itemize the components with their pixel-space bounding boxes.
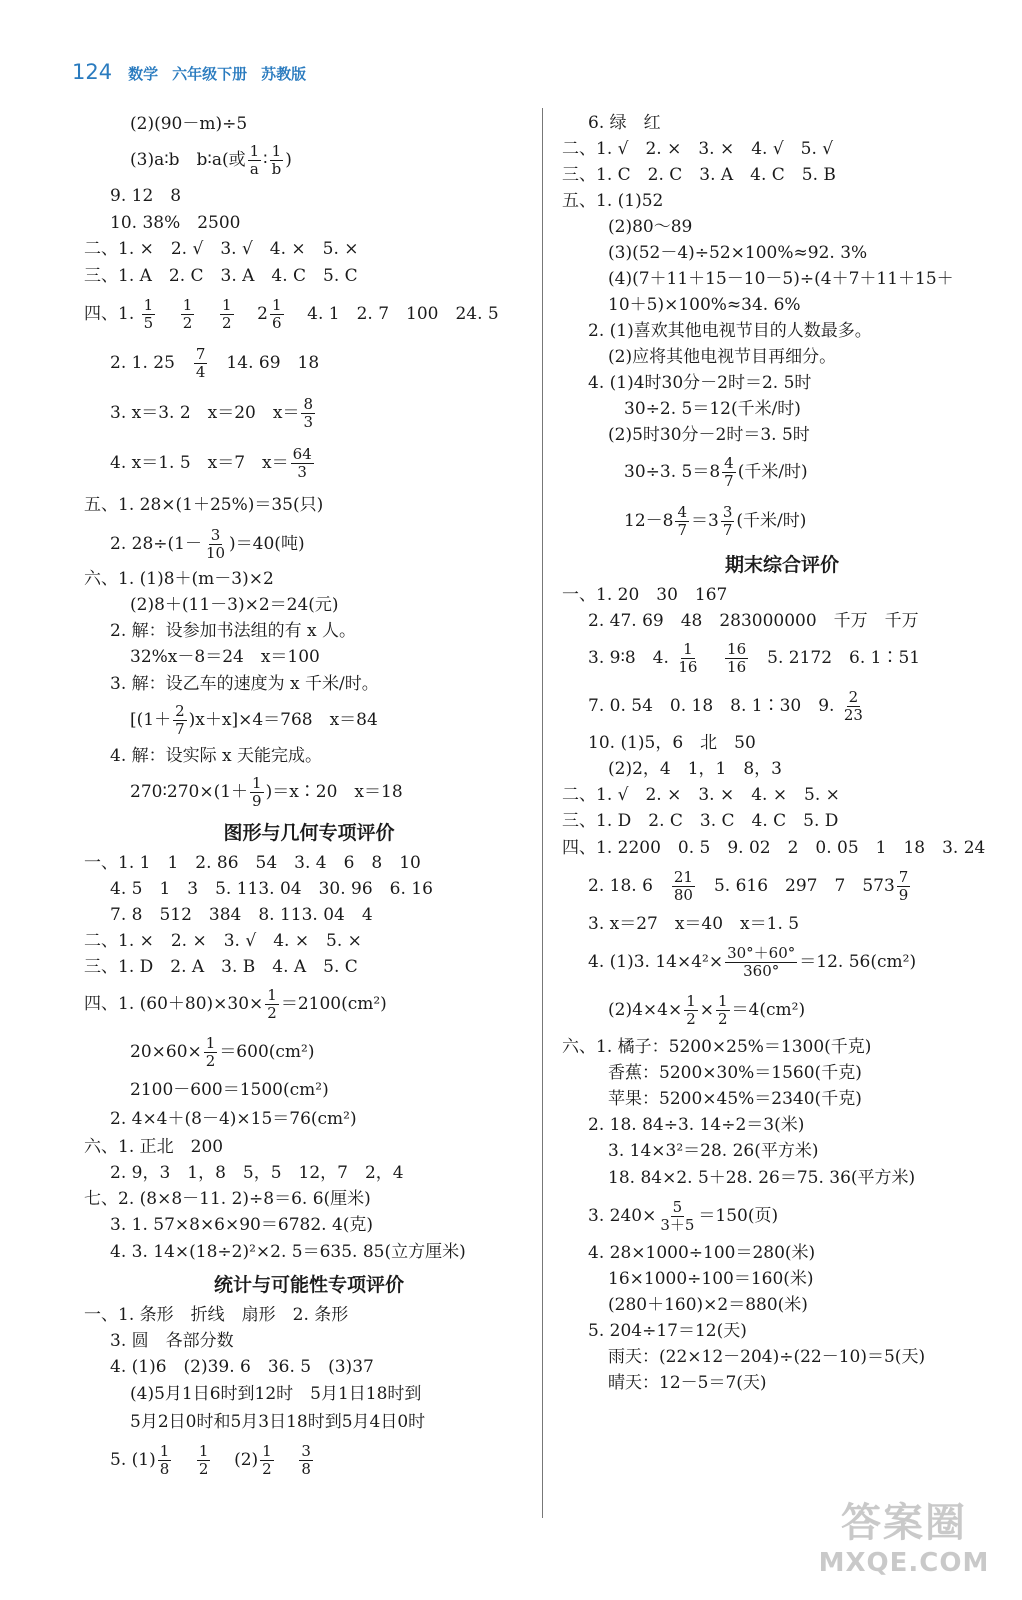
fraction: $\frac{1}{6}$: [271, 295, 282, 332]
section-title: 统计与可能性专项评价: [213, 1274, 404, 1296]
watermark-domain: MXQE.COM: [818, 1548, 990, 1578]
fraction: $\frac{1}{2}$: [205, 1033, 216, 1070]
answer-line: 3. 14×3²＝28. 26(平方米): [608, 1141, 819, 1161]
watermark-logo: [804, 1491, 1004, 1578]
fraction: $\frac{16}{16}$: [727, 639, 747, 676]
answer-line: (280＋160)×2＝880(米): [608, 1295, 808, 1315]
answer-line: 2. 47. 69 48 283000000 千万 千万: [588, 611, 919, 631]
fraction: $\frac{5}{3+5}$: [660, 1197, 695, 1234]
answer-line: 9. 12 8: [110, 186, 182, 206]
fraction: $\frac{4}{7}$: [677, 502, 687, 539]
fraction: $\frac{2}{7}$: [175, 701, 185, 738]
answer-line: 2. 4×4＋(8－4)×15＝76(cm²): [110, 1109, 357, 1129]
answer-line: 二、1. √ 2. × 3. × 4. √ 5. √: [562, 139, 834, 159]
answer-line: 3. 1. 57×8×6×90＝6782. 4(克): [110, 1215, 374, 1235]
answer-line: (2)8＋(11－3)×2＝24(元): [130, 595, 339, 615]
answer-line: 二、1. √ 2. × 3. × 4. × 5. ×: [562, 785, 840, 805]
answer-line: 7. 0. 54 0. 18 8. 1∶30 9. $\frac{2}{23}$: [588, 687, 863, 724]
fraction: $\frac{1}{2}$: [221, 295, 232, 332]
section-title: 期末综合评价: [724, 554, 839, 576]
answer-line: 4. 解：设实际 x 天能完成。: [110, 746, 323, 766]
answer-line: 一、1. 条形 折线 扇形 2. 条形: [84, 1305, 349, 1325]
fraction: $\frac{1}{16}$: [678, 639, 698, 676]
answer-line: 18. 84×2. 5＋28. 26＝75. 36(平方米): [608, 1168, 916, 1188]
answer-line: 4. 5 1 3 5. 113. 04 30. 96 6. 16: [110, 879, 433, 899]
answer-line: 5月2日0时和5月3日18时到5月4日0时: [130, 1412, 426, 1432]
answer-line: 四、1. 2200 0. 5 9. 02 2 0. 05 1 18 3. 24: [562, 838, 986, 858]
watermark-mark: 答案圈: [841, 1500, 967, 1546]
edition-label: 苏教版: [261, 65, 307, 83]
fraction: $\frac{64}{3}$: [292, 444, 312, 481]
fraction: $\frac{7}{9}$: [898, 867, 909, 904]
answer-line: (3)a∶b b∶a(或 $\frac{1}{a}$ ∶ $\frac{1}{b}$ ): [130, 141, 292, 178]
answer-line: (2)应将其他电视节目再细分。: [608, 347, 837, 367]
right-column: [562, 110, 1002, 1396]
answer-line: (2)(90－m)÷5: [130, 114, 248, 134]
section-title: 图形与几何专项评价: [223, 822, 395, 844]
fraction: $\frac{1}{2}$: [182, 295, 193, 332]
answer-line: 30÷2. 5＝12(千米/时): [624, 399, 801, 419]
fraction: $\frac{1}{2}$: [267, 985, 277, 1022]
answer-line: 2. 1. 25 $\frac{7}{4}$ 14. 69 18: [110, 344, 320, 381]
answer-line: 4. (1)3. 14×4²× $\frac{30^\circ+60^\circ}{360^\circ}$ ＝12. 56(cm²): [588, 943, 917, 980]
answer-line: 苹果：5200×45%＝2340(千克): [608, 1089, 862, 1109]
answer-line: 3. 240× $\frac{5}{3+5}$ ＝150(页): [588, 1197, 779, 1234]
answer-line: 4. 3. 14×(18÷2)²×2. 5＝635. 85(立方厘米): [110, 1242, 466, 1262]
fraction: $\frac{8}{3}$: [303, 394, 314, 431]
answer-line: 三、1. D 2. C 3. C 4. C 5. D: [562, 811, 839, 831]
answer-line: 六、1. (1)8＋(m－3)×2: [84, 569, 274, 589]
answer-line: 四、1. $\frac{1}{5}$ $\frac{1}{2}$ $\frac{1}{2}$ 2 $\frac{1}{6}$ 4. 1 2. 7 100 24. 5: [84, 295, 499, 332]
answer-line: 12－8 $\frac{4}{7}$ ＝3 $\frac{3}{7}$ (千米/时): [624, 502, 807, 539]
answer-line: 一、1. 1 1 2. 86 54 3. 4 6 8 10: [84, 853, 421, 873]
fraction: $\frac{3}{10}$: [205, 525, 226, 562]
answer-line: 3. 9∶8 4. $\frac{1}{16}$ $\frac{16}{16}$ 5. 2172 6. 1∶51: [588, 639, 921, 676]
answer-line: 雨天：(22×12－204)÷(22－10)＝5(天): [608, 1347, 926, 1367]
fraction: $\frac{1}{2}$: [686, 991, 696, 1028]
answer-line: 20×60× $\frac{1}{2}$ ＝600(cm²): [130, 1033, 315, 1070]
answer-line: (4)5月1日6时到12时 5月1日18时到: [130, 1384, 422, 1404]
answer-line: 3. 圆 各部分数: [110, 1331, 234, 1351]
grade-label: 六年级下册: [172, 65, 248, 83]
answer-line: (2)80～89: [608, 217, 693, 237]
answer-line: (3)(52－4)÷52×100%≈92. 3%: [608, 243, 868, 263]
answer-line: 二、1. × 2. √ 3. √ 4. × 5. ×: [84, 239, 359, 259]
answer-line: 三、1. C 2. C 3. A 4. C 5. B: [562, 165, 836, 185]
fraction: $\frac{7}{4}$: [195, 344, 206, 381]
answer-line: 四、1. (60＋80)×30× $\frac{1}{2}$ ＝2100(cm²): [84, 985, 387, 1022]
fraction: $\frac{1}{2}$: [198, 1441, 209, 1478]
fraction: $\frac{3}{8}$: [301, 1441, 311, 1478]
fraction: $\frac{1}{2}$: [262, 1441, 272, 1478]
answer-line: 三、1. A 2. C 3. A 4. C 5. C: [84, 266, 358, 286]
answer-line: [(1＋ $\frac{2}{7}$ )x＋x]×4＝768 x＝84: [130, 701, 378, 738]
fraction: $\frac{3}{7}$: [722, 502, 733, 539]
left-column: [84, 110, 534, 1484]
answer-line: 30÷3. 5＝8 $\frac{4}{7}$ (千米/时): [624, 453, 808, 490]
answer-line: 2100－600＝1500(cm²): [130, 1080, 329, 1100]
answer-line: 4. (1)6 (2)39. 6 36. 5 (3)37: [110, 1357, 374, 1377]
answer-line: 10. 38% 2500: [110, 213, 241, 233]
fraction: $\frac{21}{80}$: [673, 867, 693, 904]
answer-line: (2)5时30分－2时＝3. 5时: [608, 425, 810, 445]
answer-line: 六、1. 橘子：5200×25%＝1300(千克): [562, 1037, 872, 1057]
answer-line: 2. 解：设参加书法组的有 x 人。: [110, 621, 357, 641]
answer-line: 2. 18. 6 $\frac{21}{80}$ 5. 616 297 7 573 $\frac{7}{9}$: [588, 867, 909, 904]
fraction: $\frac{1}{2}$: [718, 991, 728, 1028]
column-divider: [542, 108, 543, 1518]
fraction: $\frac{1}{a}$: [249, 141, 260, 178]
answer-line: 5. 204÷17＝12(天): [588, 1321, 747, 1341]
answer-line: (4)(7＋11＋15－10－5)÷(4＋7＋11＋15＋: [608, 269, 954, 289]
answer-line: 五、1. (1)52: [562, 191, 664, 211]
answer-line: 一、1. 20 30 167: [562, 585, 728, 605]
answer-line: 2. 18. 84÷3. 14÷2＝3(米): [588, 1115, 805, 1135]
answer-line: 3. 解：设乙车的速度为 x 千米/时。: [110, 674, 379, 694]
answer-line: 七、2. (8×8－11. 2)÷8＝6. 6(厘米): [84, 1189, 371, 1209]
answer-line: 7. 8 512 384 8. 113. 04 4: [110, 905, 373, 925]
answer-line: 三、1. D 2. A 3. B 4. A 5. C: [84, 957, 358, 977]
answer-line: 3. x＝3. 2 x＝20 x＝ $\frac{8}{3}$: [110, 394, 314, 431]
fraction: $\frac{30^\circ+60^\circ}{360^\circ}$: [727, 943, 796, 980]
answer-line: 2. (1)喜欢其他电视节目的人数最多。: [588, 321, 872, 341]
answer-line: 3. x＝27 x＝40 x＝1. 5: [588, 914, 800, 934]
fraction: $\frac{1}{8}$: [159, 1441, 170, 1478]
answer-line: 16×1000÷100＝160(米): [608, 1269, 814, 1289]
answer-line: 4. 28×1000÷100＝280(米): [588, 1243, 816, 1263]
answer-line: 六、1. 正北 200: [84, 1137, 224, 1157]
fraction: $\frac{1}{5}$: [143, 295, 154, 332]
answer-line: 270∶270×(1＋ $\frac{1}{9}$ )＝x∶20 x＝18: [130, 773, 403, 810]
answer-line: 晴天：12－5＝7(天): [608, 1373, 767, 1393]
page-header: [72, 60, 320, 90]
subject-label: 数学: [128, 65, 159, 83]
fraction: $\frac{2}{23}$: [843, 687, 863, 724]
answer-line: 10＋5)×100%≈34. 6%: [608, 295, 801, 315]
fraction: $\frac{1}{9}$: [252, 773, 262, 810]
page-number: 124: [72, 60, 113, 84]
answer-line: 2. 9，3 1，8 5，5 12，7 2，4: [110, 1163, 404, 1183]
answer-line: (2)4×4× $\frac{1}{2}$ × $\frac{1}{2}$ ＝4(cm²): [608, 991, 806, 1028]
answer-line: (2)2，4 1，1 8，3: [608, 759, 782, 779]
answer-line: 香蕉：5200×30%＝1560(千克): [608, 1063, 862, 1083]
answer-line: 6. 绿 红: [588, 113, 661, 133]
answer-line: 5. (1) $\frac{1}{8}$ $\frac{1}{2}$ (2) $\frac{1}{2}$ $\frac{3}{8}$: [110, 1441, 311, 1478]
fraction: $\frac{1}{b}$: [271, 141, 282, 178]
answer-line: 五、1. 28×(1＋25%)＝35(只): [84, 495, 324, 515]
answer-line: 二、1. × 2. × 3. √ 4. × 5. ×: [84, 931, 362, 951]
answer-line: 2. 28÷(1－ $\frac{3}{10}$ )＝40(吨): [110, 525, 305, 562]
answer-line: 4. (1)4时30分－2时＝2. 5时: [588, 373, 812, 393]
answer-line: 4. x＝1. 5 x＝7 x＝ $\frac{64}{3}$: [110, 444, 312, 481]
answer-line: 32%x－8＝24 x＝100: [130, 647, 320, 667]
fraction: $\frac{4}{7}$: [724, 453, 734, 490]
answer-line: 10. (1)5，6 北 50: [588, 733, 756, 753]
